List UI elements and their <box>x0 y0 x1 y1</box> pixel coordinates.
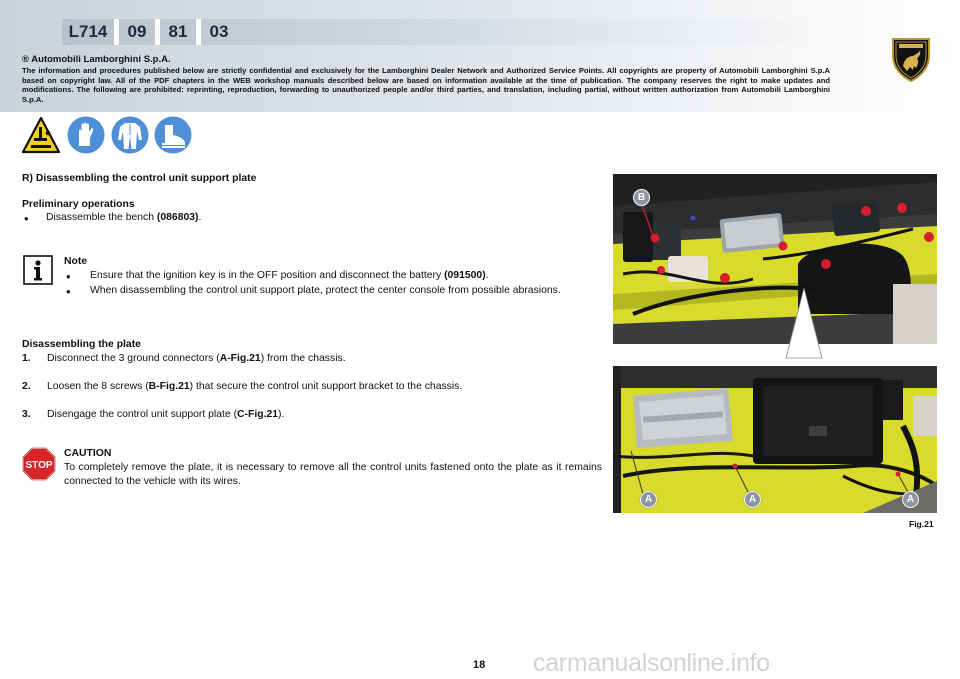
note-item-2: When disassembling the control unit support plate, protect the center console from possible abrasions. <box>90 285 561 296</box>
note-item-1 <box>90 269 602 283</box>
preliminary-item <box>46 211 201 225</box>
callout-b: B <box>633 189 650 206</box>
copyright-title: ® Automobili Lamborghini S.p.A. <box>22 54 171 65</box>
callout-a-2: A <box>744 491 761 508</box>
note-item-1-text: Ensure that the ignition key is in the OFF position and disconnect the battery <box>90 270 445 281</box>
safety-shoes-icon <box>154 116 192 154</box>
step-text: Disconnect the 3 ground connectors ( <box>47 353 220 364</box>
step-text: ) from the chassis. <box>260 353 346 364</box>
preliminary-item-text: Disassemble the bench <box>46 212 157 223</box>
procedure-code: 03 <box>209 22 229 41</box>
lifting-hazard-warning-icon <box>22 116 60 154</box>
bullet-dot: • <box>66 284 71 299</box>
step-text: ) that secure the control unit support bracket to the chassis. <box>189 381 463 392</box>
step-number: 2. <box>22 381 31 392</box>
overalls-icon <box>111 116 149 154</box>
step-text: Disengage the control unit support plate ( <box>47 409 238 420</box>
note-item-1-end: . <box>485 270 489 281</box>
copyright-body: The information and procedures published below are strictly confidential and exclusively for the Lamborghini Dealer Network and Authorized Service Points. All copyrights are property of Automobili Lamborghini S.p.A based on copyright law. All of the PDF chapters in the WEB workshop manuals described below are based on information available at the time of publication. The company reserves the right to make updates and modifications. The following are prohibited: reprinting, reproduction, forwarding to unauthorized people and/or third parties, and translation, including partial, without written authorization from Automobili Lamborghini S.p.A. <box>22 66 830 104</box>
note-item-1-code: (091500) <box>444 270 486 281</box>
figure-connector-wedge <box>780 288 828 360</box>
bullet-dot: • <box>66 269 71 284</box>
preliminary-heading: Preliminary operations <box>22 199 135 210</box>
figure-label: Fig.21 <box>909 519 934 529</box>
lamborghini-bull-shield-icon <box>891 36 931 82</box>
model-code: L714 <box>68 22 108 41</box>
disassembly-heading: Disassembling the plate <box>22 339 141 350</box>
figure-photo-bottom <box>613 366 937 513</box>
figure-reference: C-Fig.21 <box>237 409 279 420</box>
info-icon <box>23 255 53 285</box>
step-2-text <box>47 380 462 394</box>
document-code-bar <box>62 19 822 45</box>
gloves-icon <box>67 116 105 154</box>
figure-reference: B-Fig.21 <box>148 381 190 392</box>
callout-a-3: A <box>902 491 919 508</box>
watermark-text: carmanualsonline.info <box>533 649 770 677</box>
callout-a-1: A <box>640 491 657 508</box>
figure-reference: A-Fig.21 <box>219 353 261 364</box>
step-1-text <box>47 352 346 366</box>
stop-sign-icon <box>22 447 56 481</box>
figure-photo-top <box>613 174 937 344</box>
preliminary-item-end: . <box>198 212 202 223</box>
stop-sign-text: STOP <box>25 460 53 471</box>
copyright-notice <box>22 54 830 104</box>
caution-text: To completely remove the plate, it is necessary to remove all the control units fastened onto the plate as it remains connected to the vehicle with its wires. <box>64 462 602 487</box>
step-text: ). <box>278 409 285 420</box>
section-title: R) Disassembling the control unit support plate <box>22 173 257 184</box>
preliminary-item-code: (086803) <box>156 212 199 223</box>
caution-heading: CAUTION <box>64 448 112 459</box>
page-number: 18 <box>473 659 486 671</box>
step-text: Loosen the 8 screws ( <box>47 381 149 392</box>
bullet-dot: • <box>24 211 29 226</box>
note-heading: Note <box>64 256 88 267</box>
group-code: 09 <box>127 22 147 41</box>
step-number: 3. <box>22 409 31 420</box>
step-number: 1. <box>22 353 31 364</box>
subgroup-code: 81 <box>168 22 188 41</box>
step-3-text <box>47 408 284 422</box>
